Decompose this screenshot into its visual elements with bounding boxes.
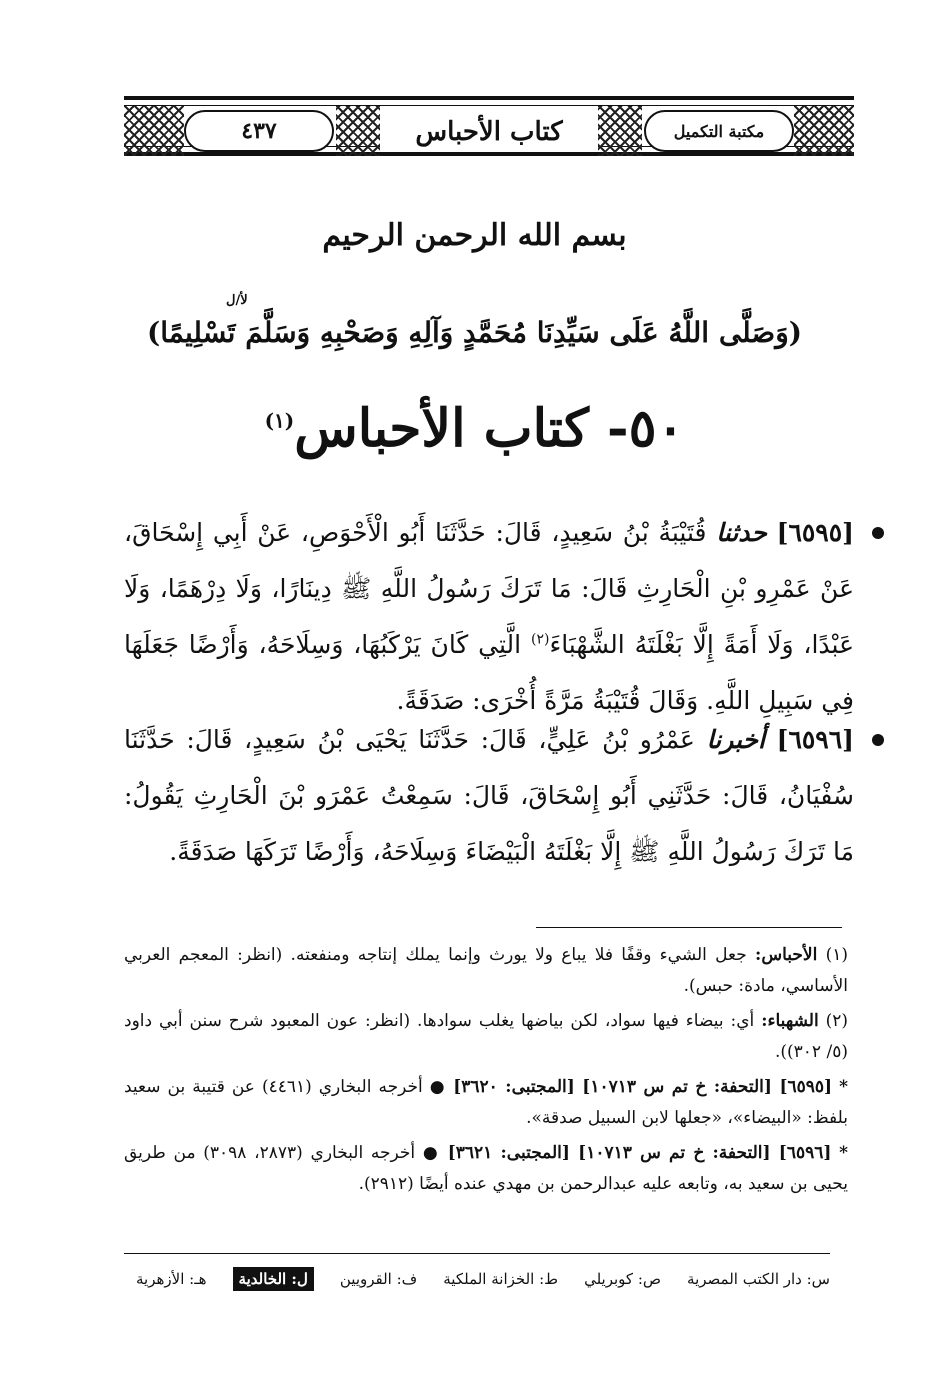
publisher-emblem: مكتبة التكميل [644,110,794,152]
hadith-text: قُتَيْبَةُ بْنُ سَعِيدٍ، قَالَ: حَدَّثَنَا أَبُو الْأَحْوَصِ، عَنْ أَبِي إِسْحَاقَ، عَنْ عَمْرِو بْنِ الْحَارِثِ قَالَ: مَا تَرَكَ رَسُولُ اللَّهِ ﷺ دِينَارًا، وَلَا دِرْهَمًا، وَلَا عَبْدًا، وَلَا أَمَةً إِلَّا بَغْلَتَهُ الشَّهْبَاءَ [124,518,855,659]
chapter-heading [0,398,949,459]
chapter-footnote-ref: (١) [264,408,295,433]
siglum: ط: الخزانة الملكية [443,1270,559,1288]
footnote-separator [536,927,842,928]
footnotes [124,940,848,1204]
takhrij-note [124,1138,848,1200]
hadith-number: [٦٥٩٦] [776,725,854,754]
header-inner-frame [124,105,854,147]
footnote-ref: (٢) [530,631,550,648]
takhrij-note [124,1072,848,1134]
hadith-entry [124,505,854,729]
hadith-entry [124,712,854,880]
ornament-pattern [124,106,184,156]
manuscript-marker: لأ/ل [226,293,248,308]
siglum: ص: كوبريلي [584,1270,662,1288]
siglum: س: دار الكتب المصرية [687,1270,830,1288]
siglum: ف: القرويين [339,1270,418,1288]
bullet-icon: ● [429,1077,447,1097]
star-icon: * [839,1143,848,1163]
footnote-keyword: الشهباء: [761,1011,819,1031]
basmala: بسم الله الرحمن الرحيم [322,218,627,253]
footnote [124,940,848,1002]
bullet-icon [872,527,884,539]
hadith-number: [٦٥٩٥] [776,518,855,547]
chapter-number: ٥٠- [606,398,685,459]
page-number: ٤٣٧ [184,110,334,152]
salawat-line: (وَصَلَّى اللَّهُ عَلَى سَيِّدِنَا مُحَمَّدٍ وَآلِهِ وَصَحْبِهِ وَسَلَّمَ تَسْلِيمًا) [147,316,802,349]
takhrij-refs: [٦٥٩٦] [التحفة: خ تم س ١٠٧١٣] [المجتبى: ٣٦٢١] [447,1143,832,1163]
footnote-marker: (١) [825,945,849,965]
bullet-icon: ● [422,1143,440,1163]
footnote-text: أي: بيضاء فيها سواد، لكن بياضها يغلب سوادها. (انظر: عون المعبود شرح سنن أبي داود (٥/ ٣٠٢)). [124,1011,848,1062]
footnote [124,1006,848,1068]
siglum-highlighted: ل: الخالدية [233,1267,314,1291]
ornament-pattern [794,106,854,156]
star-icon: * [839,1077,848,1097]
hadith-text: الَّتِي كَانَ يَرْكَبُهَا، وَسِلَاحَهُ، وَأَرْضًا جَعَلَهَا فِي سَبِيلِ اللَّهِ. وَقَالَ قُتَيْبَةُ مَرَّةً أُخْرَى: صَدَقَةً. [124,630,854,715]
page-header [124,96,854,156]
footnote-marker: (٢) [825,1011,849,1031]
bottom-separator [124,1253,830,1254]
siglum: هـ: الأزهرية [136,1270,207,1288]
takhrij-text: أخرجه البخاري (٤٤٦١) عن قتيبة بن سعيد بلفظ: «البيضاء»، «جعلها لابن السبيل صدقة». [124,1077,848,1128]
chapter-title: كتاب الأحباس [294,398,589,459]
footnote-keyword: الأحباس: [755,945,818,965]
ornament-pattern [336,106,380,156]
ornament-pattern [598,106,642,156]
transmission-verb: حدثنا [716,518,767,547]
running-title: كتاب الأحباس [380,112,598,152]
hadith-text: عَمْرُو بْنُ عَلِيٍّ، قَالَ: حَدَّثَنَا يَحْيَى بْنُ سَعِيدٍ، قَالَ: حَدَّثَنَا سُفْيَانُ، قَالَ: حَدَّثَنِي أَبُو إِسْحَاقَ، قَالَ: سَمِعْتُ عَمْرَو بْنَ الْحَارِثِ يَقُولُ: مَا تَرَكَ رَسُولُ اللَّهِ ﷺ إِلَّا بَغْلَتَهُ الْبَيْضَاءَ وَسِلَاحَهُ، وَأَرْضًا تَرَكَهَا صَدَقَةً. [124,725,854,866]
manuscript-key [136,1262,830,1296]
transmission-verb: أخبرنا [706,725,765,754]
takhrij-text: أخرجه البخاري (٢٨٧٣، ٣٠٩٨) من طريق يحيى بن سعيد به، وتابعه عليه عبدالرحمن بن مهدي عنده أيضًا (٢٩١٢). [124,1143,848,1194]
takhrij-refs: [٦٥٩٥] [التحفة: خ تم س ١٠٧١٣] [المجتبى: ٣٦٢٠] [453,1077,833,1097]
footnote-text: جعل الشيء وقفًا فلا يباع ولا يورث وإنما يملك إنتاجه ومنفعته. (انظر: المعجم العربي الأساسي، مادة: حبس). [124,945,848,996]
bullet-icon [872,734,884,746]
